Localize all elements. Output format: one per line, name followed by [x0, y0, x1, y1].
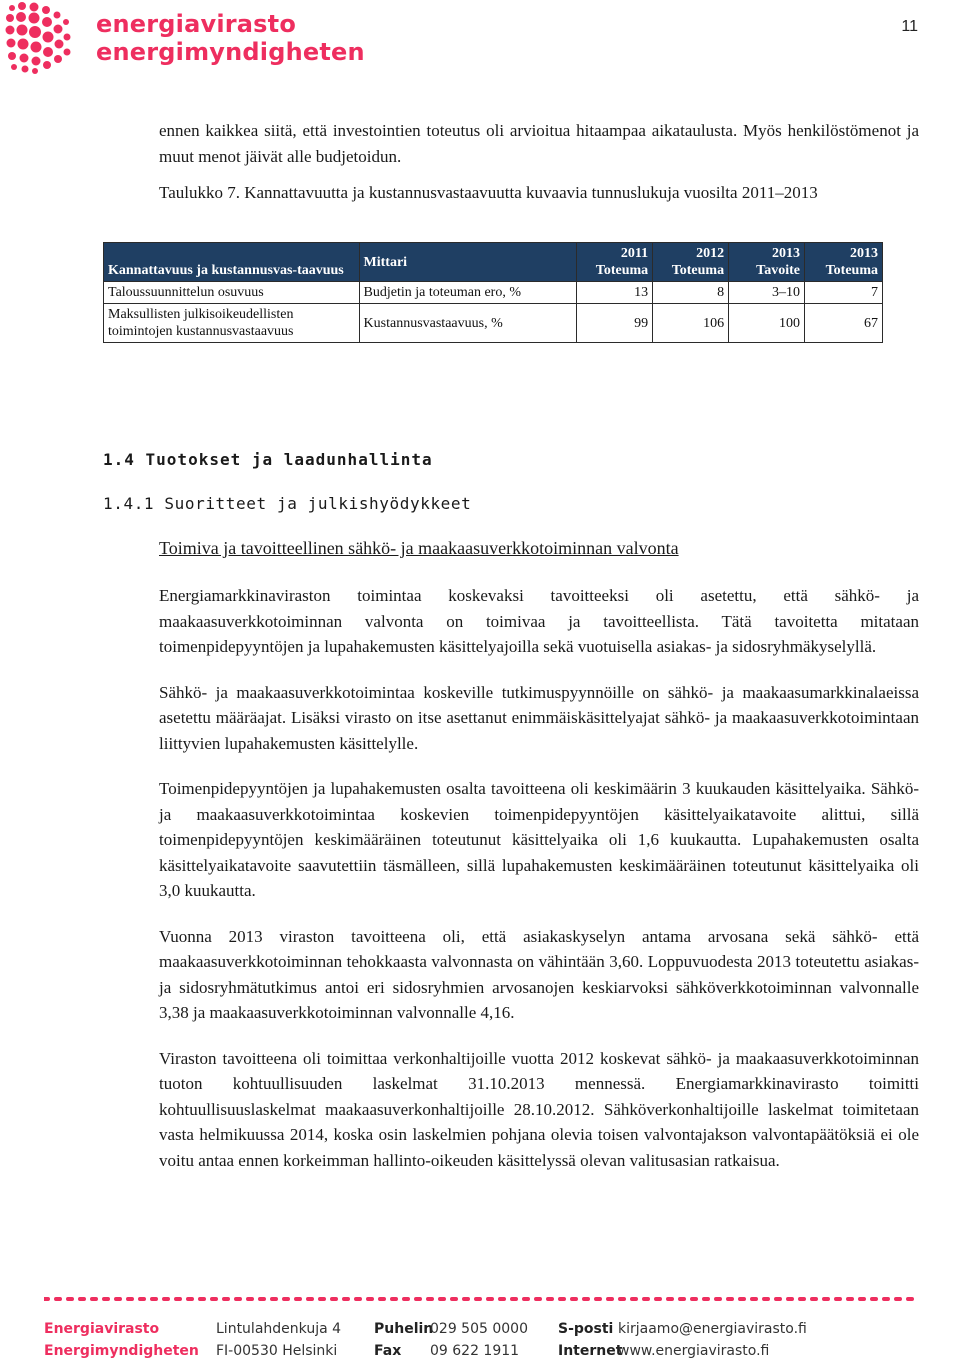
footer-fax-label: Fax: [374, 1343, 402, 1359]
header-category: Kannattavuus ja kustannusvas-taavuus: [104, 243, 360, 282]
row-name: Maksullisten julkisoikeudellisten toimintojen kustannusvastaavuus: [104, 304, 360, 343]
header-2013-target: 2013 Tavoite: [729, 243, 805, 282]
logo-line-1: energiavirasto: [96, 10, 297, 38]
row-2011: 99: [577, 304, 653, 343]
row-metric: Budjetin ja toteuman ero, %: [359, 282, 577, 304]
subsection-heading: 1.4.1 Suoritteet ja julkishyödykkeet: [103, 494, 472, 513]
row-2013-target: 100: [729, 304, 805, 343]
kpi-table: [103, 242, 883, 343]
row-name: Taloussuunnittelun osuvuus: [104, 282, 360, 304]
row-2013: 67: [805, 304, 883, 343]
row-2013-target: 3–10: [729, 282, 805, 304]
table-caption: Taulukko 7. Kannattavuutta ja kustannusvastaavuutta kuvaavia tunnuslukuja vuosilta 2011–2013: [159, 183, 818, 202]
footer-city: FI-00530 Helsinki: [216, 1343, 338, 1359]
footer-fax: 09 622 1911: [430, 1343, 520, 1359]
row-2012: 8: [653, 282, 729, 304]
footer: [0, 1290, 960, 1360]
footer-org-fi: Energiavirasto: [44, 1321, 160, 1337]
table-header-row: [104, 243, 883, 282]
table-row: [104, 304, 883, 343]
header-2011-actual: 2011 Toteuma: [577, 243, 653, 282]
paragraph: Toimenpidepyyntöjen ja lupahakemusten osalta tavoitteena oli keskimäärin 3 kuukauden käsittelyaika. Sähkö- ja maakaasuverkkotoimintaa koskevien toimenpidepyyntöjen käsittelyaikatavoite alittui, sillä toimenpidepyyntöjen keskimääräinen toteutunut käsittelyaika oli 1,6 kuukautta. Lupahakemusten osalta käsittelyaikatavoite saavutettiin täsmälleen, sillä lupahakemusten keskimääräinen toteutunut käsittelyaika oli 3,0 kuukautta.: [159, 779, 919, 900]
footer-phone-values: [430, 1318, 528, 1362]
header-metric: Mittari: [359, 243, 577, 282]
table-row: [104, 282, 883, 304]
footer-street: Lintulahdenkuja 4: [216, 1321, 342, 1337]
logo-line-2: energimyndigheten: [96, 38, 365, 66]
footer-org: [44, 1318, 199, 1362]
page-number: 11: [901, 18, 918, 35]
row-metric: Kustannusvastaavuus, %: [359, 304, 577, 343]
header-2012-actual: 2012 Toteuma: [653, 243, 729, 282]
topic-heading: Toimiva ja tavoitteellinen sähkö- ja maakaasuverkkotoiminnan valvonta: [159, 538, 679, 558]
footer-org-sv: Energimyndigheten: [44, 1343, 199, 1359]
footer-phone: 029 505 0000: [430, 1321, 528, 1337]
footer-phone-labels: [374, 1318, 433, 1362]
footer-email-label: S-posti: [558, 1321, 614, 1337]
logo-sunburst-icon: [4, 2, 88, 74]
intro-paragraph: ennen kaikkea siitä, että investointien toteutus oli arvioitua hitaampaa aikataulusta. Myös henkilöstömenot ja muut menot jäivät alle budjetoidun.: [159, 121, 919, 166]
footer-email[interactable]: kirjaamo@energiavirasto.fi: [618, 1321, 807, 1337]
logo: [4, 2, 365, 74]
footer-phone-label: Puhelin: [374, 1321, 434, 1337]
paragraph: Sähkö- ja maakaasuverkkotoimintaa koskeville tutkimuspyynnöille on sähkö- ja maakaasumarkkinalaeissa asetettu määräajat. Lisäksi virasto on itse asettanut enimmäiskäsittelyajat sähkö- ja maakaasuverkkotoimintaan liittyvien lupahakemusten käsittelylle.: [159, 682, 919, 753]
footer-web[interactable]: www.energiavirasto.fi: [618, 1343, 770, 1359]
paragraph: Viraston tavoitteena oli toimittaa verkonhaltijoille vuotta 2012 koskevat sähkö- ja maakaasuverkkotoiminnan tuoton kohtuullisuuden laskelmat 31.10.2013 mennessä. Energiamarkkinavirasto toimitti kohtuullisuuslaskelmat maakaasuverkonhaltijoille 28.10.2012. Sähköverkonhaltijoille laskelmat toimitetaan vasta helmikuussa 2014, koska osin laskelmien pohjana olevia toisen valvontajakson valvontapäätöksiä ei ole voitu antaa ennen korkeimman hallinto-oikeuden käsittelyssä olevan valitusasian ratkaisua.: [159, 1048, 919, 1170]
row-2012: 106: [653, 304, 729, 343]
row-2013: 7: [805, 282, 883, 304]
row-2011: 13: [577, 282, 653, 304]
footer-dotted-divider: [44, 1296, 914, 1302]
footer-address: [216, 1318, 341, 1362]
paragraph: Energiamarkkinaviraston toimintaa koskevaksi tavoitteeksi oli asetettu, että sähkö- ja maakaasuverkkotoiminnan valvonta on toimivaa ja tavoitteellista. Tätä tavoitetta mitataan toimenpidepyyntöjen ja lupahakemusten käsittelyajoilla sekä vuotuisella asiakas- ja sidosryhmäkyselyllä.: [159, 586, 919, 656]
section-heading: 1.4 Tuotokset ja laadunhallinta: [103, 450, 433, 469]
header-2013-actual: 2013 Toteuma: [805, 243, 883, 282]
body-text: [159, 583, 919, 1193]
footer-contact-values: [618, 1318, 807, 1362]
footer-web-label: Internet: [558, 1343, 623, 1359]
footer-contact-labels: [558, 1318, 622, 1362]
intro-block: [159, 118, 919, 169]
paragraph: Vuonna 2013 viraston tavoitteena oli, että asiakaskyselyn antama arvosana sekä sähkö- että maakaasuverkkotoiminnan tehokkaasta valvonnasta on vähintään 3,60. Loppuvuodesta 2013 toteutettu asiakas- ja sidosryhmätutkimus antoi eri sidosryhmien arvosanojen keskiarvoksi sähköverkkotoiminnan valvonnalle 3,38 ja maakaasuverkkotoiminnan valvonnalle 4,16.: [159, 926, 919, 1022]
